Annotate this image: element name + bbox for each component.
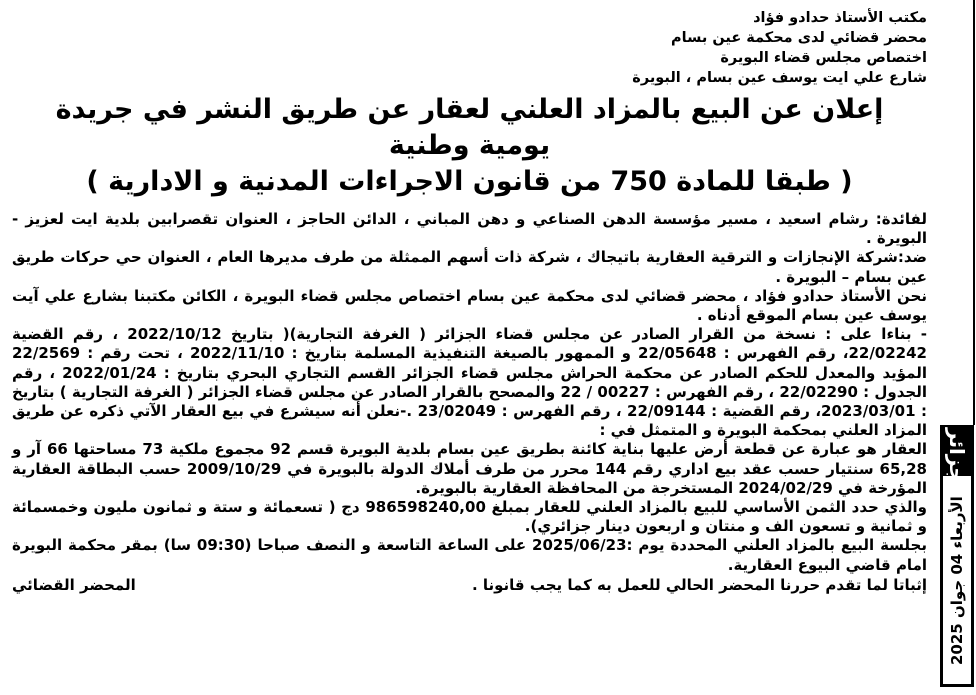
notice-content — [12, 8, 927, 595]
header-line-3: اختصاص مجلس قضاء البويرة — [720, 50, 927, 66]
closing-row — [12, 575, 927, 595]
issue-date: الأربعاء 04 جوان 2025 — [948, 496, 966, 666]
price-paragraph: والذي حدد الثمن الأساسي للبيع بالمزاد العلني للعقار بمبلغ 986598240,00 دج ( تسعمائة و ستة و ثمانون مليون وخمسمائة و ثمانية و تسعون الف و منتان و اربعون دينار جزائري). — [12, 498, 927, 536]
beneficiary-paragraph: لفائدة: رشام اسعيد ، مسير مؤسسة الدهن الصناعي و دهن المباني ، الدائن الحاجز ، العنوان تقصرابين بلدية ايت لعزيز - البويرة . — [12, 210, 927, 248]
notice-body — [12, 210, 927, 575]
notice-title — [12, 92, 927, 200]
header-line-4: شارع علي ايت يوسف عين بسام ، البويرة — [632, 70, 927, 86]
property-paragraph: العقار هو عبارة عن قطعة أرض عليها بناية كائنة بطريق عين بسام بلدية البويرة قسم 92 مجموع ملكية 73 مساحتها 66 آر و 65,28 سنتيار حسب عقد بيع اداري رقم 144 محرر من طرف أملاك الدولة بالبويرة في 2009/10/29 حسب البطاقة العقارية المؤرخة في 2024/02/29 المستخرجة من المحافظة العقارية بالبويرة. — [12, 440, 928, 497]
right-border-rule — [973, 0, 975, 425]
legal-basis-paragraph: - بناءا على : نسخة من القرار الصادر عن مجلس قضاء الجزائر ( الغرفة التجارية)( بتاريخ 2022/10/12 ، رقم القضية 22/02242، رقم الفهرس : 22/05648 و الممهور بالصيغة التنفيذية المسلمة بتاريخ : 2022/11/10 ، تحت رقم : 22/2569 المؤيد والمعدل للحكم الصادر عن محكمة الحراش مجلس قضاء الجزائر القسم التجاري البحري بتاريخ : 2022/01/24 ، رقم الجدول : 22/02290 ، رقم الفهرس : 00227 / 22 والمصحح بالقرار الصادر عن مجلس قضاء الجزائر ( الغرفة التجارية ) بتاريخ : 2023/03/01، رقم القضية : 22/09144 ، رقم الفهرس : 23/02049 .-نعلن أنه سيشرع في بيع العقار الآتي ذكره عن طريق المزاد العلني بمحكمة البويرة و المتمثل في : — [12, 325, 928, 440]
header-line-2: محضر قضائي لدى محكمة عين بسام — [671, 30, 927, 46]
title-line-3: ( طبقا للمادة 750 من قانون الاجراءات المدنية و الادارية ) — [86, 166, 853, 197]
title-line-2: يومية وطنية — [388, 130, 551, 161]
bailiff-paragraph: نحن الأستاذ حدادو فؤاد ، محضر قضائي لدى محكمة عين بسام اختصاص مجلس قضاء البويرة ، الكائن مكتبنا بشارع علي آيت يوسف عين بسام الموقع أدناه . — [12, 286, 927, 325]
title-line-1: إعلان عن البيع بالمزاد العلني لعقار عن طريق النشر في جريدة — [55, 94, 884, 125]
signature-label: المحضر القضائي — [12, 575, 136, 594]
closing-text: إثباتا لما تقدم حررنا المحضر الحالي للعمل به كما يجب قانونا . — [471, 575, 927, 594]
session-paragraph: بجلسة البيع بالمزاد العلني المحددة يوم :2025/06/23 على الساعة التاسعة و النصف صباحا (09:30 سا) بمقر محكمة البويرة امام قاضي البيوع العقارية. — [12, 536, 927, 574]
newspaper-name: الجزائر — [945, 428, 969, 497]
newspaper-side-strip — [940, 425, 974, 687]
office-header — [12, 8, 927, 88]
against-paragraph: ضد:شركة الإنجازات و الترقية العقارية باتيجاك ، شركة ذات أسهم الممثلة من طرف مديرها العام ، العنوان حي حركات طريق عين بسام – البويرة . — [12, 248, 927, 286]
header-line-1: مكتب الأستاذ حدادو فؤاد — [753, 10, 927, 26]
